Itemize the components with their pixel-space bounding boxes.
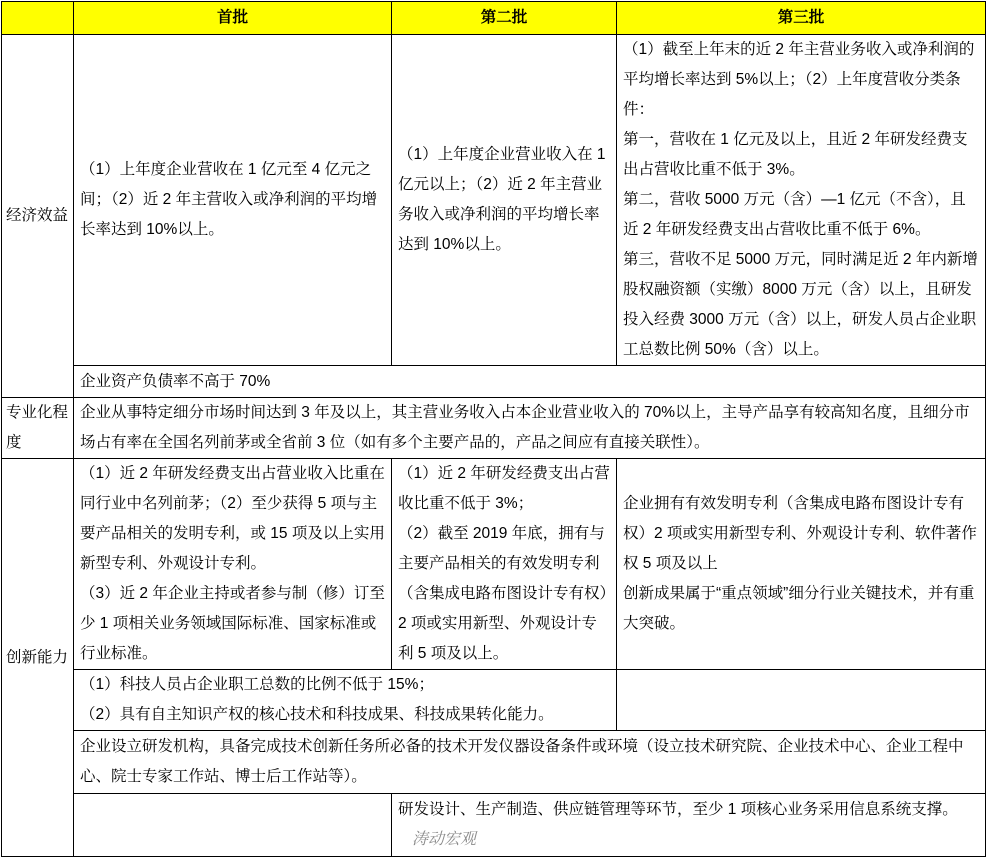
economic-row: [2, 35, 986, 366]
staff-third-empty: [617, 670, 986, 731]
rnd-org-text: 企业设立研发机构，具备完成技术创新任务所必备的技术开发仪器设备条件或环境（设立技术研究院、企业技术中心、企业工程中心、院士专家工作站、博士后工作站等）。: [74, 731, 986, 794]
economic-third: [617, 35, 986, 366]
header-blank: [2, 2, 74, 35]
specialization-text: 企业从事特定细分市场时间达到 3 年及以上，其主营业务收入占本企业营业收入的 70%以上，主导产品享有较高知名度，且细分市场占有率在全国名列前茅或全省前 3 位（如有多个主要产品的，产品之间应有直接关联性）。: [74, 398, 986, 459]
economic-label: 经济效益: [2, 35, 74, 398]
specialization-label: 专业化程度: [2, 398, 74, 459]
header-first-batch: 首批: [74, 2, 392, 35]
staff-text: [74, 670, 617, 731]
innovation-third-line: 企业拥有有效发明专利（含集成电路布图设计专有权）2 项或实用新型专利、外观设计专利、软件著作权 5 项及以上: [623, 495, 977, 572]
watermark: 涛动宏观: [412, 831, 477, 848]
staff-line: （2）具有自主知识产权的核心技术和科技成果、科技成果转化能力。: [80, 706, 554, 723]
innovation-second-line: （2）截至 2019 年底，拥有与主要产品相关的有效发明专利（含集成电路布图设计专有权）2 项或实用新型、外观设计专利 5 项及以上。: [398, 525, 608, 662]
header-second-batch: 第二批: [392, 2, 617, 35]
innovation-third-line: 创新成果属于“重点领域”细分行业关键技术，并有重大突破。: [623, 585, 975, 632]
economic-second: （1）上年度企业营业收入在 1 亿元以上；（2）近 2 年主营业务收入或净利润的平均增长率达到 10%以上。: [392, 35, 617, 366]
header-row: [2, 2, 986, 35]
info-system-text: [392, 794, 986, 857]
economic-first: （1）上年度企业营收在 1 亿元至 4 亿元之间；（2）近 2 年主营收入或净利润的平均增长率达到 10%以上。: [74, 35, 392, 366]
specialization-row: [2, 398, 986, 459]
innovation-first: [74, 459, 392, 670]
staff-line: （1）科技人员占企业职工总数的比例不低于 15%；: [80, 676, 434, 693]
economic-third-line: （1）截至上年末的近 2 年主营业务收入或净利润的平均增长率达到 5%以上；（2）上年度营收分类条件：: [623, 41, 975, 118]
debt-ratio: 企业资产负债率不高于 70%: [74, 366, 986, 398]
debt-row: [2, 366, 986, 398]
info-system-row: [2, 794, 986, 857]
innovation-third: [617, 459, 986, 670]
info-system-line: 研发设计、生产制造、供应链管理等环节，至少 1 项核心业务采用信息系统支撑。: [398, 801, 958, 818]
innovation-second-line: （1）近 2 年研发经费支出占营收比重不低于 3%；: [398, 465, 610, 512]
criteria-table: [1, 1, 986, 857]
innovation-second: [392, 459, 617, 670]
economic-third-line: 第二，营收 5000 万元（含）—1 亿元（不含），且近 2 年研发经费支出占营收比重不低于 6%。: [623, 191, 966, 238]
innovation-first-line: （1）近 2 年研发经费支出占营业收入比重在同行业中名列前茅；（2）至少获得 5 项与主要产品相关的发明专利，或 15 项及以上实用新型专利、外观设计专利。: [80, 465, 385, 572]
info-system-first-empty: [74, 794, 392, 857]
innovation-first-line: （3）近 2 年企业主持或者参与制（修）订至少 1 项相关业务领域国际标准、国家标准或行业标准。: [80, 585, 385, 662]
economic-third-line: 第三，营收不足 5000 万元，同时满足近 2 年内新增股权融资额（实缴）8000 万元（含）以上，且研发投入经费 3000 万元（含）以上，研发人员占企业职工总数比例 50%（含）以上。: [623, 251, 978, 358]
header-third-batch: 第三批: [617, 2, 986, 35]
innovation-row: [2, 459, 986, 670]
rnd-org-row: [2, 731, 986, 794]
staff-row: [2, 670, 986, 731]
innovation-label: 创新能力: [2, 459, 74, 857]
economic-third-line: 第一，营收在 1 亿元及以上，且近 2 年研发经费支出占营收比重不低于 3%。: [623, 131, 968, 178]
